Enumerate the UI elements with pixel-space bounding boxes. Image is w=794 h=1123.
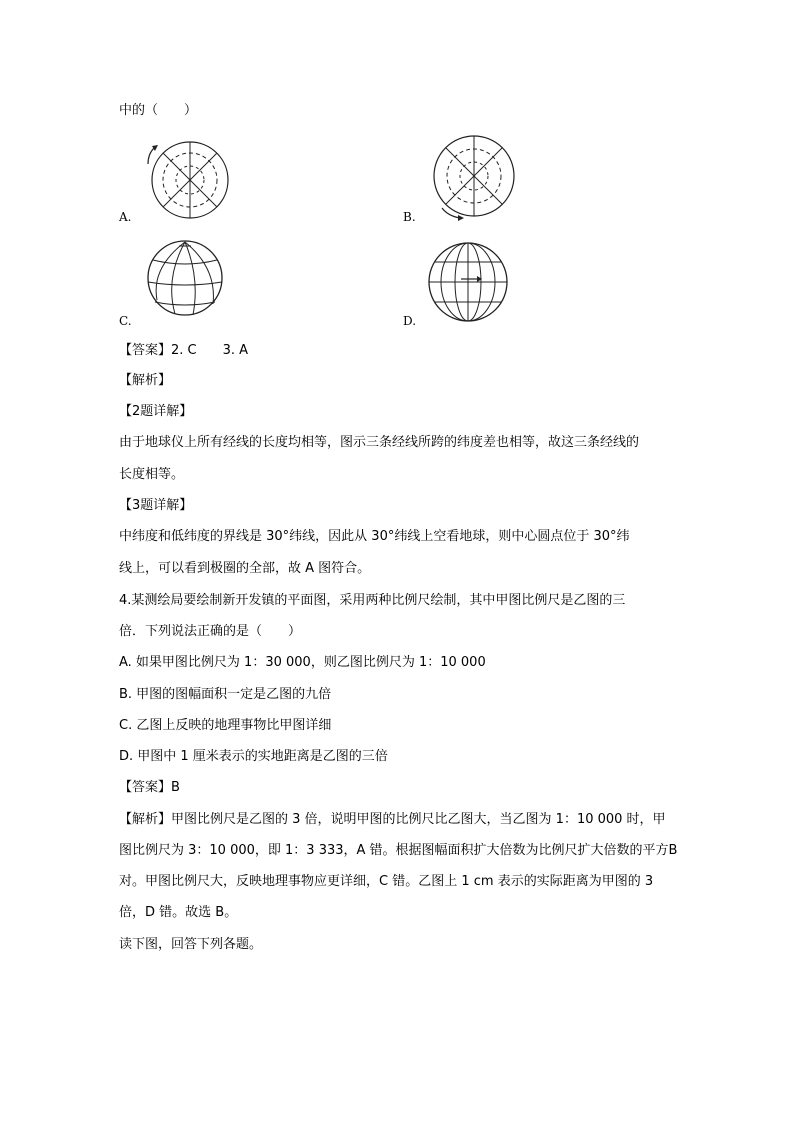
- detail-2-text-line-2: 长度相等。: [119, 467, 185, 482]
- question-intro: 中的（ ）: [119, 103, 198, 118]
- analysis-heading: 【解析】: [119, 373, 172, 388]
- explanation-line-2: 图比例尺为 3：10 000，即 1：3 333，A 错。根据图幅面积扩大倍数为比例尺扩大倍数的平方B: [119, 843, 678, 858]
- explanation-line-4: 倍，D 错。故选 B。: [119, 905, 238, 920]
- figure-a-polar-view: [140, 140, 232, 222]
- figure-b-polar-view: [428, 134, 520, 224]
- question-4-option-b: B. 甲图的图幅面积一定是乙图的九倍: [119, 687, 332, 702]
- question-4-option-d: D. 甲图中 1 厘米表示的实地距离是乙图的三倍: [119, 749, 388, 764]
- question-4-line-1: 4.某测绘局要绘制新开发镇的平面图，采用两种比例尺绘制，其中甲图比例尺是乙图的三: [119, 593, 626, 608]
- answer-1: 【答案】2. C 3. A: [119, 343, 249, 358]
- question-4-option-c: C. 乙图上反映的地理事物比甲图详细: [119, 718, 332, 733]
- answer-2: 【答案】B: [119, 780, 180, 795]
- detail-3-heading: 【3题详解】: [119, 498, 193, 513]
- question-4-line-2: 倍．下列说法正确的是（ ）: [119, 624, 302, 639]
- detail-2-heading: 【2题详解】: [119, 404, 193, 419]
- figure-d-globe-front: [425, 240, 511, 326]
- figure-c-globe-tilted: [145, 238, 229, 318]
- question-4-option-a: A. 如果甲图比例尺为 1：30 000，则乙图比例尺为 1：10 000: [119, 655, 486, 670]
- detail-3-text-line-2: 线上，可以看到极圈的全部，故 A 图符合。: [119, 561, 371, 576]
- option-b-label: B.: [403, 210, 416, 224]
- explanation-line-1: 【解析】甲图比例尺是乙图的 3 倍，说明甲图的比例尺比乙图大，当乙图为 1：10 000 时，甲: [119, 812, 666, 827]
- read-figure-prompt: 读下图，回答下列各题。: [119, 937, 263, 952]
- option-c-label: C.: [119, 314, 132, 328]
- detail-2-text-line-1: 由于地球仪上所有经线的长度均相等，图示三条经线所跨的纬度差也相等，故这三条经线的: [119, 435, 640, 450]
- explanation-line-3: 对。甲图比例尺大，反映地理事物应更详细，C 错。乙图上 1 cm 表示的实际距离为甲图的 3: [119, 874, 654, 889]
- detail-3-text-line-1: 中纬度和低纬度的界线是 30°纬线，因此从 30°纬线上空看地球，则中心圆点位于 30°纬: [119, 529, 630, 544]
- option-a-label: A.: [119, 210, 132, 224]
- option-d-label: D.: [403, 314, 417, 328]
